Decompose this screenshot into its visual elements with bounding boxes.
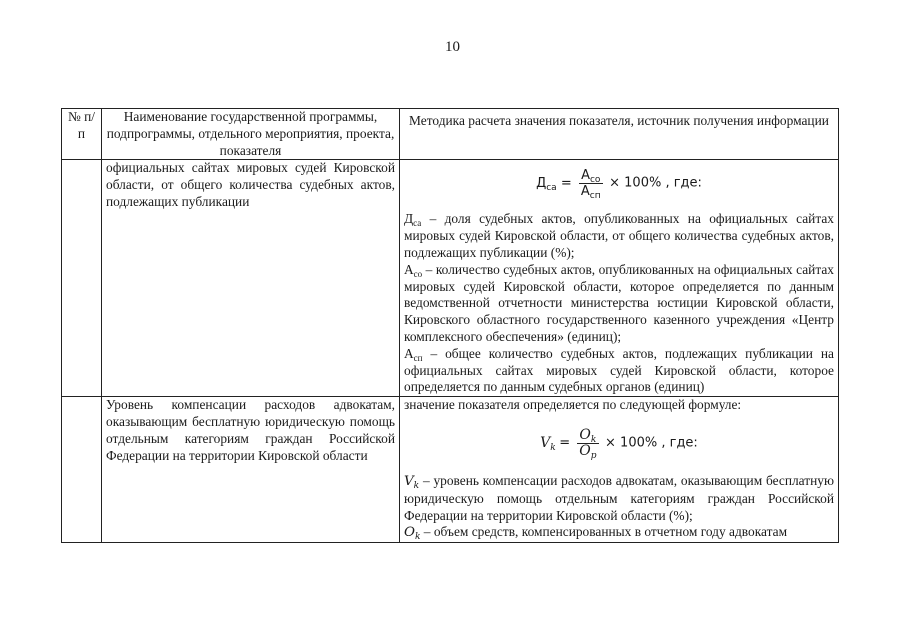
def-text: – доля судебных актов, опубликованных на официальных сайтах мировых судей Кировской области, от общего количества судебных актов, подлежащих публикации (%); — [404, 211, 834, 260]
indicator-table — [61, 108, 839, 543]
row2-formula: $V_k$ = $\frac{O_k}{O_p}$ × 100% , где: — [540, 426, 698, 461]
def-symbol-sub: k — [413, 480, 420, 491]
table-header-row — [62, 109, 839, 160]
def-symbol: O — [404, 525, 415, 541]
row2-number — [62, 397, 102, 543]
denominator-sub: сп — [589, 191, 601, 202]
row1-formula: $Д_{са}$ = $\frac{А_{со}}{А_{сп}}$ × 100% , где: — [536, 168, 702, 202]
formula-lhs-sub: k — [550, 442, 556, 453]
row1-number — [62, 160, 102, 397]
definition-asp — [404, 346, 834, 396]
numerator-sub: со — [589, 175, 601, 186]
def-symbol: V — [404, 473, 414, 489]
numerator: А — [581, 168, 590, 184]
formula-lhs: V — [540, 434, 551, 451]
table-row — [62, 397, 839, 543]
def-symbol: А — [404, 345, 414, 361]
def-symbol-sub: со — [413, 268, 423, 279]
header-name: Наименование государственной программы, подпрограммы, отдельного мероприятия, проекта, показателя — [102, 109, 400, 160]
def-text: – объем средств, компенсированных в отчетном году адвокатам — [420, 524, 788, 540]
def-text: – уровень компенсации расходов адвокатам, оказывающим бесплатную юридическую помощь отдельным категориям граждан Российской Федерации на территории Кировской области (%); — [404, 472, 834, 523]
formula-tail: × 100% , где: — [609, 176, 702, 192]
formula-fraction — [579, 168, 603, 202]
header-method: Методика расчета значения показателя, источник получения информации — [400, 109, 839, 160]
def-symbol: А — [404, 261, 414, 277]
definition-aso — [404, 262, 834, 346]
definition-vk — [404, 473, 834, 524]
page-number: 10 — [445, 39, 460, 55]
formula-fraction — [577, 428, 598, 459]
table-row — [62, 160, 839, 397]
def-symbol-sub: са — [413, 218, 422, 229]
row1-method — [400, 160, 839, 397]
def-symbol-sub: сп — [413, 352, 423, 363]
definition-dsa — [404, 211, 834, 261]
formula-lhs-sub: са — [546, 183, 557, 194]
numerator: O — [579, 426, 591, 443]
numerator-sub: k — [590, 434, 597, 445]
denominator: А — [580, 184, 590, 200]
header-number: № п/п — [62, 109, 102, 160]
def-text: – количество судебных актов, опубликованных на официальных сайтах мировых судей Кировской области, которое определяется по данным ведомственной отчетности министерства юстиции Кировской области, Кировского областного государственного казенного учреждения «Центр комплексного обеспечения» (единиц); — [404, 261, 834, 344]
def-text: – общее количество судебных актов, подлежащих публикации на официальных сайтах мировых судей Кировской области, которое определяется по данным судебных органов (единиц) — [404, 345, 834, 395]
row2-intro: значение показателя определяется по следующей формуле: — [404, 397, 742, 413]
row1-name: официальных сайтах мировых судей Кировской области, от общего количества судебных актов, подлежащих публикации — [102, 160, 400, 397]
denominator: O — [579, 442, 591, 459]
row2-method — [400, 397, 839, 543]
formula-lhs: Д — [536, 176, 547, 192]
formula-tail: × 100% , где: — [605, 435, 698, 451]
def-symbol-sub: k — [414, 532, 421, 543]
denominator-sub: p — [590, 450, 597, 461]
def-symbol: Д — [404, 211, 414, 227]
row2-name: Уровень компенсации расходов адвокатам, оказывающим бесплатную юридическую помощь отдельным категориям граждан Российской Федерации на территории Кировской области — [102, 397, 400, 543]
definition-ok — [404, 524, 834, 542]
